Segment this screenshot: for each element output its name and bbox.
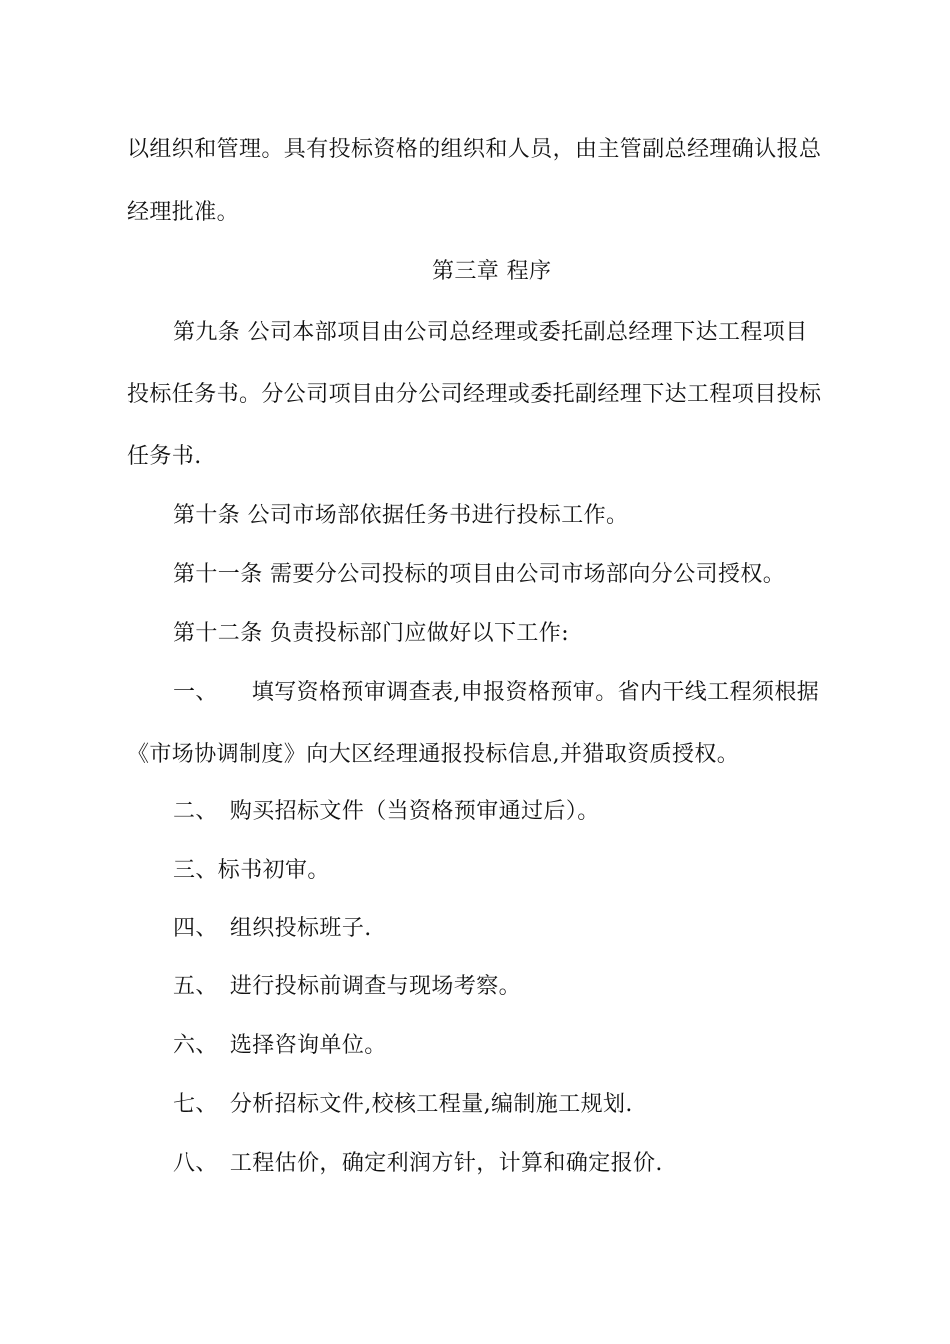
list-item-number: 七、 [173,1092,218,1117]
list-item-5 [173,972,521,1002]
list-item-text: 填写资格预审调查表,申报资格预审。省内干线工程须根据 [251,680,820,705]
list-item-text: 购买招标文件（当资格预审通过后）。 [229,799,600,824]
intro-line-2: 经理批准。 [127,200,240,225]
list-item-text: 工程估价，确定利润方针，计算和确定报价. [229,1151,663,1176]
list-item-number: 一、 [173,680,218,705]
list-item-number: 五、 [173,974,218,999]
list-item-6 [173,1031,387,1061]
list-item-7 [173,1090,633,1120]
list-item-text: 进行投标前调查与现场考察。 [229,974,522,999]
list-item-text: 选择咨询单位。 [229,1033,387,1058]
list-item-2 [173,797,600,827]
chapter-title: 第三章 程序 [432,259,552,284]
article-10: 第十条 公司市场部依据任务书进行投标工作。 [173,503,629,528]
article-9-line-3: 任务书. [127,444,202,469]
intro-line-1: 以组织和管理。具有投标资格的组织和人员，由主管副总经理确认报总 [127,137,822,162]
list-item-number: 八、 [173,1151,218,1176]
list-item-text: 分析招标文件,校核工程量,编制施工规划. [229,1092,633,1117]
list-item-number: 六、 [173,1033,218,1058]
list-item-text: 组织投标班子. [229,916,372,941]
article-12: 第十二条 负责投标部门应做好以下工作: [173,621,570,646]
article-11: 第十一条 需要分公司投标的项目由公司市场部向分公司授权。 [173,562,786,587]
list-item-1 [173,678,819,708]
article-9-line-1: 第九条 公司本部项目由公司总经理或委托副总经理下达工程项目 [173,320,808,345]
list-item-4 [173,914,372,944]
article-9-line-2: 投标任务书。分公司项目由分公司经理或委托副经理下达工程项目投标 [127,382,822,407]
list-item-3: 三、标书初审。 [173,858,330,883]
list-item-8 [173,1149,663,1179]
list-item-number: 二、 [173,799,218,824]
list-item-1-continuation: 《市场协调制度》向大区经理通报投标信息,并猎取资质授权。 [127,742,740,767]
list-item-number: 四、 [173,916,218,941]
